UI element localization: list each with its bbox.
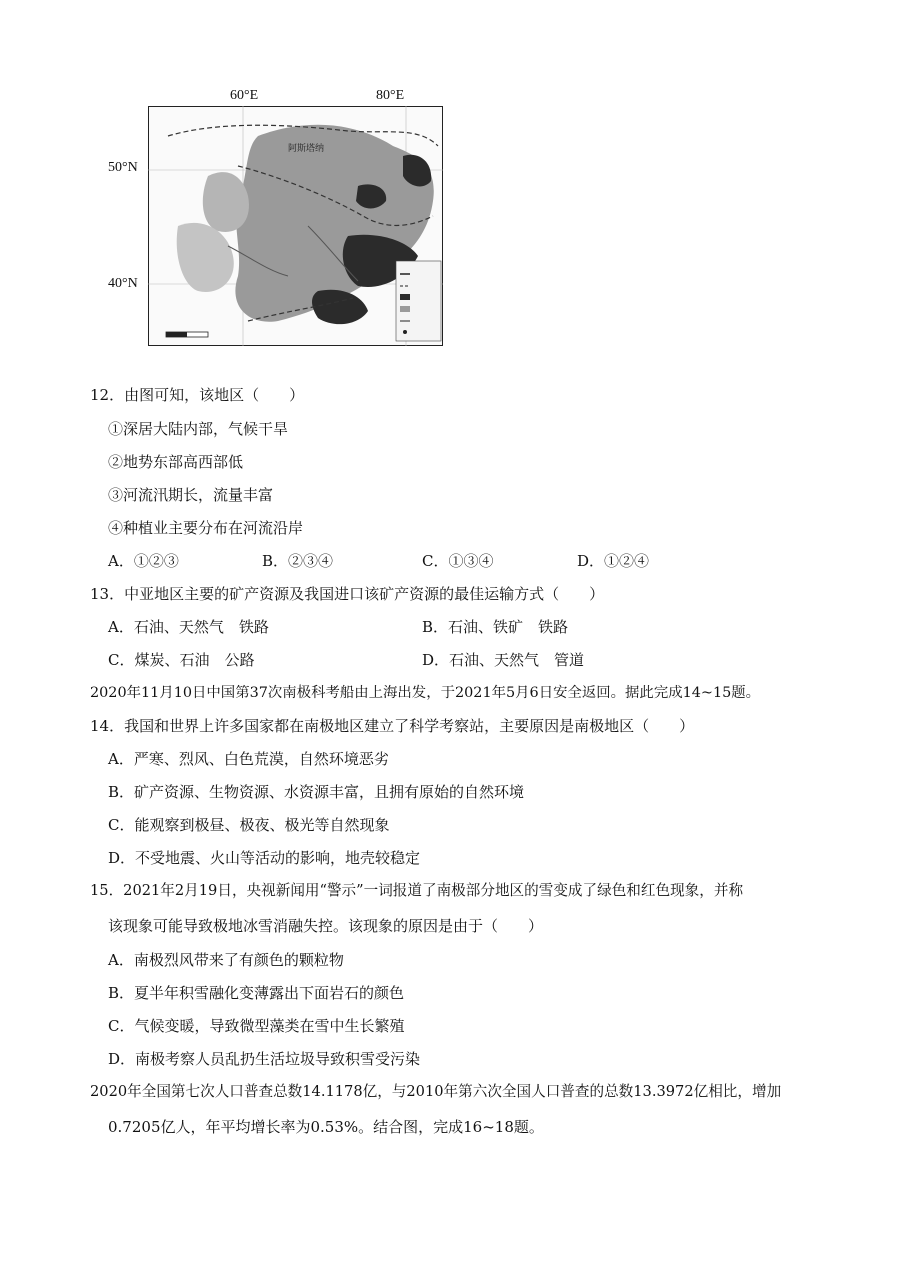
intro-16-18-line2: 0.7205亿人，年平均增长率为0.53%。结合图，完成16~18题。	[108, 1118, 544, 1136]
lon-label-80e: 80°E	[376, 88, 405, 103]
q13-option-d[interactable]: D．石油、天然气 管道	[422, 651, 585, 669]
map-image	[148, 106, 443, 346]
q14-option-d[interactable]: D．不受地震、火山等活动的影响，地壳较稳定	[108, 849, 421, 867]
q13-option-b[interactable]: B．石油、铁矿 铁路	[422, 618, 569, 636]
q15-option-b[interactable]: B．夏半年积雪融化变薄露出下面岩石的颜色	[108, 984, 405, 1002]
q12-item-2: ②地势东部高西部低	[108, 453, 244, 471]
q13-option-c[interactable]: C．煤炭、石油 公路	[108, 651, 255, 669]
q15-stem-line1: 15．2021年2月19日，央视新闻用“警示”一词报道了南极部分地区的雪变成了绿色和红色现象，并称	[90, 882, 744, 899]
intro-14-15: 2020年11月10日中国第37次南极科考船由上海出发，于2021年5月6日安全返回。据此完成14~15题。	[90, 685, 761, 701]
q14-option-c[interactable]: C．能观察到极昼、极夜、极光等自然现象	[108, 816, 390, 834]
q12-item-4: ④种植业主要分布在河流沿岸	[108, 519, 304, 537]
lat-label-40n: 40°N	[108, 276, 138, 291]
q15-option-d[interactable]: D．南极考察人员乱扔生活垃圾导致积雪受污染	[108, 1050, 421, 1068]
q12-stem: 12．由图可知，该地区（ ）	[90, 386, 305, 404]
intro-16-18-line1: 2020年全国第七次人口普查总数14.1178亿，与2010年第六次全国人口普查的总数13.3972亿相比，增加	[90, 1083, 782, 1100]
lat-label-50n: 50°N	[108, 160, 138, 175]
q12-item-1: ①深居大陆内部，气候干旱	[108, 420, 289, 438]
q14-stem: 14．我国和世界上许多国家都在南极地区建立了科学考察站，主要原因是南极地区（ ）	[90, 717, 695, 735]
q13-option-a[interactable]: A．石油、天然气 铁路	[108, 618, 269, 636]
q12-option-c[interactable]: C．①③④	[422, 552, 494, 570]
q13-stem: 13．中亚地区主要的矿产资源及我国进口该矿产资源的最佳运输方式（ ）	[90, 585, 605, 603]
q15-option-a[interactable]: A．南极烈风带来了有颜色的颗粒物	[108, 951, 344, 969]
q12-option-d[interactable]: D．①②④	[577, 552, 650, 570]
q12-item-3: ③河流汛期长，流量丰富	[108, 486, 274, 504]
q12-option-b[interactable]: B．②③④	[262, 552, 334, 570]
map-region-label: 阿斯塔纳	[288, 144, 325, 154]
q14-option-b[interactable]: B．矿产资源、生物资源、水资源丰富，且拥有原始的自然环境	[108, 783, 525, 801]
q15-stem-line2: 该现象可能导致极地冰雪消融失控。该现象的原因是由于（ ）	[108, 917, 544, 935]
lon-label-60e: 60°E	[230, 88, 259, 103]
central-asia-map	[108, 88, 448, 350]
q12-option-a[interactable]: A．①②③	[108, 552, 179, 570]
q14-option-a[interactable]: A．严寒、烈风、白色荒漠，自然环境恶劣	[108, 750, 389, 768]
q15-option-c[interactable]: C．气候变暖，导致微型藻类在雪中生长繁殖	[108, 1017, 405, 1035]
